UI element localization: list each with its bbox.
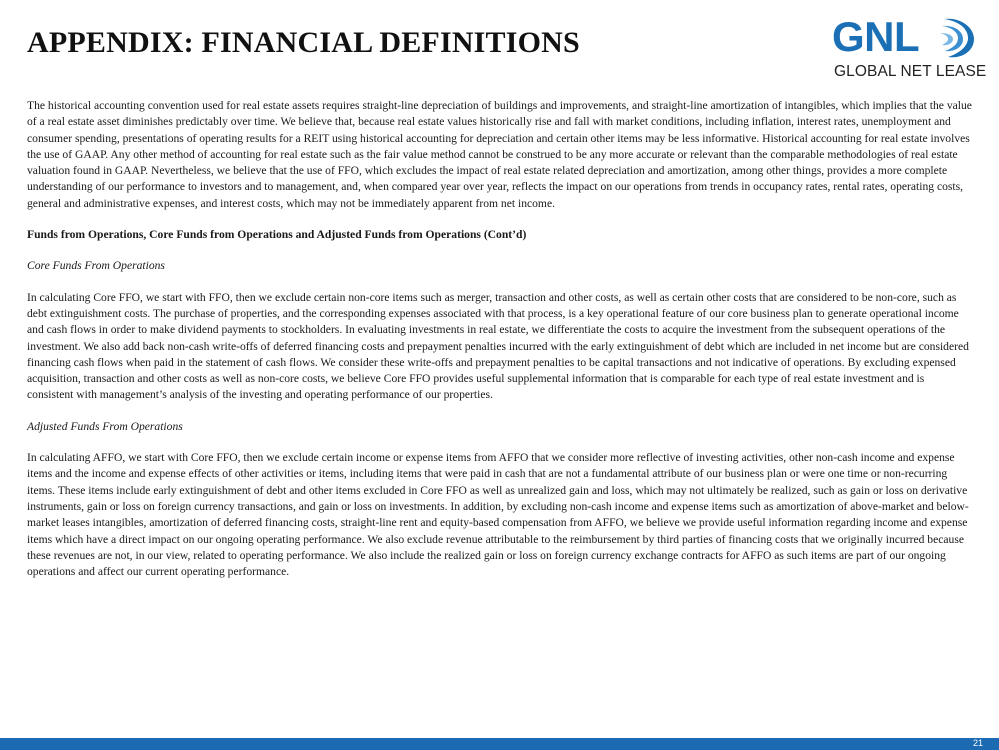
core-ffo-heading: Core Funds From Operations [27, 259, 165, 273]
affo-heading: Adjusted Funds From Operations [27, 419, 183, 433]
core-ffo-paragraph: In calculating Core FFO, we start with FFO, then we exclude certain non-core items such as merger, transaction and other costs, as well as certain other costs that are considered to be non-core, such as debt extinguishment costs. The purchase of properties, and the corresponding expenses associated with that process, is a key operational feature of our core business plan to generate operational income and cash flows in order to make dividend payments to stockholders. In evaluating investments in real estate, we differentiate the costs to acquire the investment from the subsequent operations of the investment. We also add back non-cash write-offs of deferred financing costs and prepayment penalties incurred with the early extinguishment of debt which are included in net income but are considered financing cash flows when paid in the statement of cash flows. We consider these write-offs and prepayment penalties to be capital transactions and not indicative of operations. By excluding expensed acquisition, transaction and other costs as well as non-core costs, we believe Core FFO provides useful supplemental information that is comparable for each type of real estate investment and is consistent with management’s analysis of the investing and operating performance of our properties. [27, 290, 969, 402]
intro-paragraph: The historical accounting convention used for real estate assets requires straight-line depreciation of buildings and improvements, and straight-line amortization of intangibles, which implies that the value of a real estate asset diminishes predictably over time. We believe that, because real estate values historically rise and fall with market conditions, including inflation, interest rates, unemployment and consumer spending, presentations of operating results for a REIT using historical accounting for depreciation and certain other items may be less informative. Historical accounting for real estate involves the use of GAAP. Any other method of accounting for real estate such as the fair value method cannot be construed to be any more accurate or relevant than the comparable methodologies of real estate valuation found in GAAP. Nevertheless, we believe that the use of FFO, which excludes the impact of real estate related depreciation and amortization, among other things, provides a more complete understanding of our performance to investors and to management, and, when compared year over year, reflects the impact on our operations from trends in occupancy rates, rental rates, operating costs, general and administrative expenses, and interest costs, which may not be immediately apparent from net income. [27, 99, 972, 210]
company-logo [832, 13, 987, 82]
logo-mark: GNL [832, 13, 920, 60]
footer-bar [0, 738, 999, 750]
logo-subtitle: GLOBAL NET LEASE [834, 63, 987, 80]
page-number: 21 [972, 738, 983, 748]
section-heading: Funds from Operations, Core Funds from Operations and Adjusted Funds from Operations (Cont’d) [27, 228, 527, 242]
document-body [27, 98, 972, 595]
crescent-swirl-icon [930, 16, 976, 60]
page-title: APPENDIX: FINANCIAL DEFINITIONS [27, 26, 580, 59]
affo-paragraph: In calculating AFFO, we start with Core FFO, then we exclude certain income or expense items from AFFO that we consider more reflective of investing activities, other non-cash income and expense items and the income and expense effects of other activities or items, including items that were paid in cash that are not a fundamental attribute of our business plan or were one time or non-recurring items. These items include early extinguishment of debt and other items excluded in Core FFO as well as unrealized gain and loss, which may not ultimately be realized, such as gain or loss on derivative instruments, gain or loss on foreign currency transactions, and gain or loss on investments. In addition, by excluding non-cash income and expense items such as amortization of above-market and below-market leases intangibles, amortization of deferred financing costs, straight-line rent and equity-based compensation from AFFO, we believe we provide useful information regarding income and expense items which have a direct impact on our ongoing operating performance. We also exclude revenue attributable to the reimbursement by third parties of financing costs that we originally incurred because these revenues are not, in our view, related to operating performance. We also include the realized gain or loss on foreign currency exchange contracts for AFFO as such items are part of our ongoing operations and affect our current operating performance. [27, 451, 969, 579]
